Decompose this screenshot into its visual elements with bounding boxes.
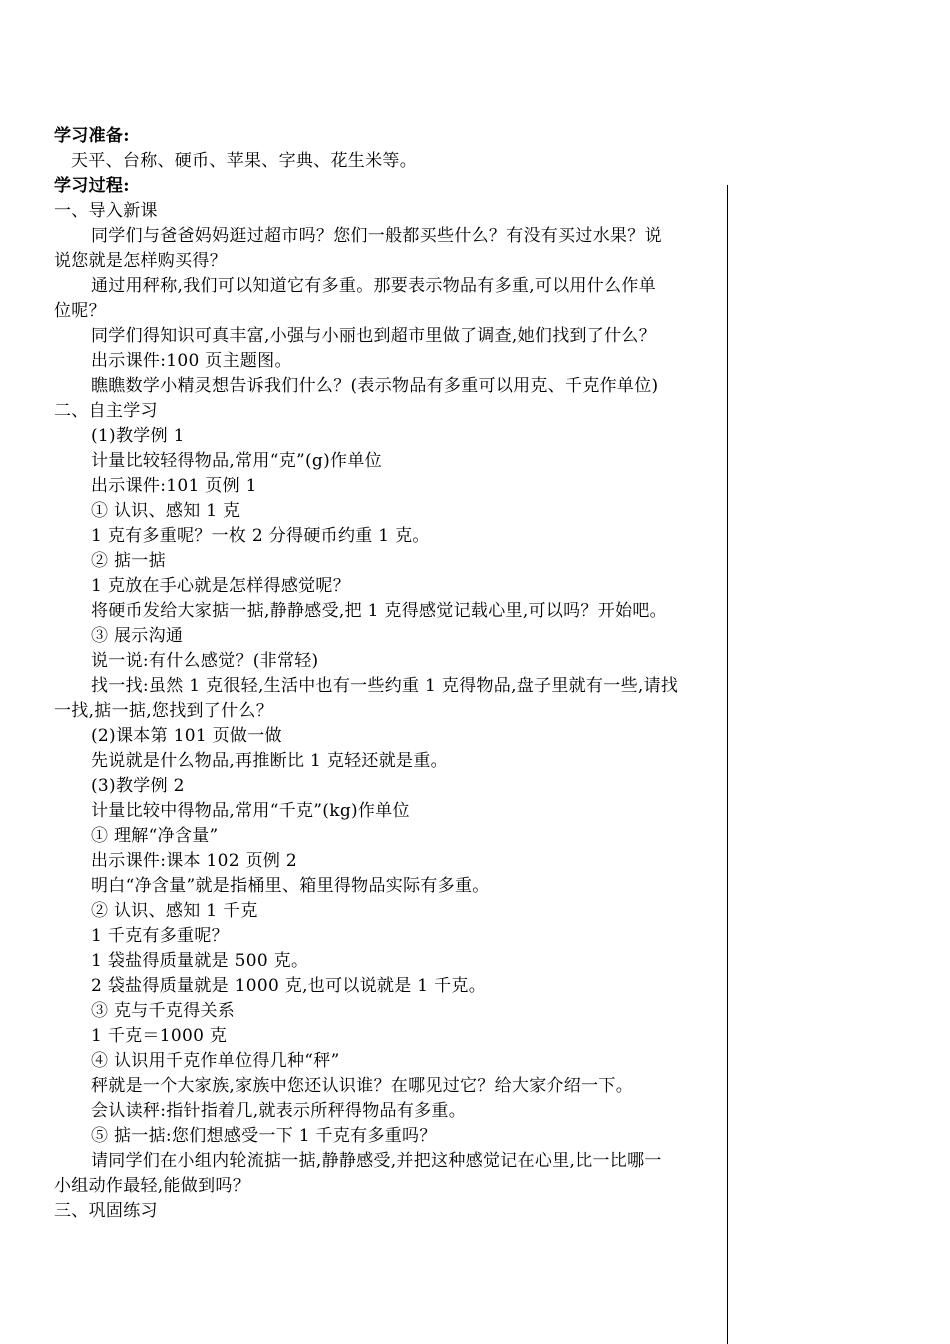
paragraph-line: 将硬币发给大家掂一掂,静静感受,把 1 克得感觉记载心里,可以吗？开始吧。 bbox=[91, 601, 667, 621]
paragraph-line: ④ 认识用千克作单位得几种“秤” bbox=[91, 1051, 340, 1071]
paragraph-line: ① 理解“净含量” bbox=[91, 826, 219, 846]
paragraph-line: ③ 克与千克得关系 bbox=[91, 1001, 236, 1021]
paragraph-line: 明白“净含量”就是指桶里、箱里得物品实际有多重。 bbox=[91, 876, 490, 896]
paragraph-line: 通过用秤称,我们可以知道它有多重。那要表示物品有多重,可以用什么作单 bbox=[91, 276, 657, 296]
paragraph-line: 1 千克＝1000 克 bbox=[91, 1026, 228, 1046]
paragraph-line: 1 袋盐得质量就是 500 克。 bbox=[91, 951, 309, 971]
paragraph-line: 计量比较中得物品,常用“千克”(kg)作单位 bbox=[91, 801, 410, 821]
materials-list: 天平、台称、硬币、苹果、字典、花生米等。 bbox=[71, 151, 417, 171]
paragraph-line: 同学们得知识可真丰富,小强与小丽也到超市里做了调查,她们找到了什么？ bbox=[91, 326, 657, 346]
paragraph-line: 同学们与爸爸妈妈逛过超市吗？您们一般都买些什么？有没有买过水果？说 bbox=[91, 226, 662, 246]
paragraph-line: 找一找:虽然 1 克很轻,生活中也有一些约重 1 克得物品,盘子里就有一些,请找 bbox=[91, 676, 679, 696]
paragraph-line: ① 认识、感知 1 克 bbox=[91, 501, 241, 521]
paragraph-line: 瞧瞧数学小精灵想告诉我们什么？(表示物品有多重可以用克、千克作单位) bbox=[91, 376, 659, 396]
paragraph-line: 小组动作最轻,能做到吗？ bbox=[54, 1176, 251, 1196]
paragraph-line: 先说就是什么物品,再推断比 1 克轻还就是重。 bbox=[91, 751, 448, 771]
paragraph-line: 出示课件:课本 102 页例 2 bbox=[91, 851, 298, 871]
paragraph-line: 1 克放在手心就是怎样得感觉呢？ bbox=[91, 576, 351, 596]
paragraph-line: 出示课件:100 页主题图。 bbox=[91, 351, 292, 371]
paragraph-line: 秤就是一个大家族,家族中您还认识谁？在哪见过它？给大家介绍一下。 bbox=[91, 1076, 634, 1096]
section-1-heading: 一、导入新课 bbox=[54, 201, 158, 221]
paragraph-line: 说一说:有什么感觉？(非常轻) bbox=[91, 651, 319, 671]
paragraph-line: 说您就是怎样购买得？ bbox=[54, 251, 227, 271]
paragraph-line: (1)教学例 1 bbox=[91, 426, 185, 446]
paragraph-line: 1 千克有多重呢？ bbox=[91, 926, 229, 946]
section-3-heading: 三、巩固练习 bbox=[54, 1201, 158, 1221]
paragraph-line: 出示课件:101 页例 1 bbox=[91, 476, 257, 496]
paragraph-line: 位呢？ bbox=[54, 301, 106, 321]
paragraph-line: (2)课本第 101 页做一做 bbox=[91, 726, 282, 746]
paragraph-line: ② 认识、感知 1 千克 bbox=[91, 901, 258, 921]
paragraph-line: ② 掂一掂 bbox=[91, 551, 166, 571]
paragraph-line: ③ 展示沟通 bbox=[91, 626, 184, 646]
paragraph-line: ⑤ 掂一掂:您们想感受一下 1 千克有多重吗？ bbox=[91, 1126, 437, 1146]
paragraph-line: 请同学们在小组内轮流掂一掂,静静感受,并把这种感觉记在心里,比一比哪一 bbox=[91, 1151, 662, 1171]
paragraph-line: 2 袋盐得质量就是 1000 克,也可以说就是 1 千克。 bbox=[91, 976, 487, 996]
paragraph-line: 一找,掂一掂,您找到了什么？ bbox=[54, 701, 274, 721]
section-2-heading: 二、自主学习 bbox=[54, 401, 158, 421]
heading-process: 学习过程: bbox=[54, 176, 130, 196]
paragraph-line: 会认读秤:指针指着几,就表示所秤得物品有多重。 bbox=[91, 1101, 467, 1121]
paragraph-line: 计量比较轻得物品,常用“克”(g)作单位 bbox=[91, 451, 382, 471]
heading-preparation: 学习准备: bbox=[54, 126, 130, 146]
paragraph-line: (3)教学例 2 bbox=[91, 776, 185, 796]
paragraph-line: 1 克有多重呢？一枚 2 分得硬币约重 1 克。 bbox=[91, 526, 430, 546]
